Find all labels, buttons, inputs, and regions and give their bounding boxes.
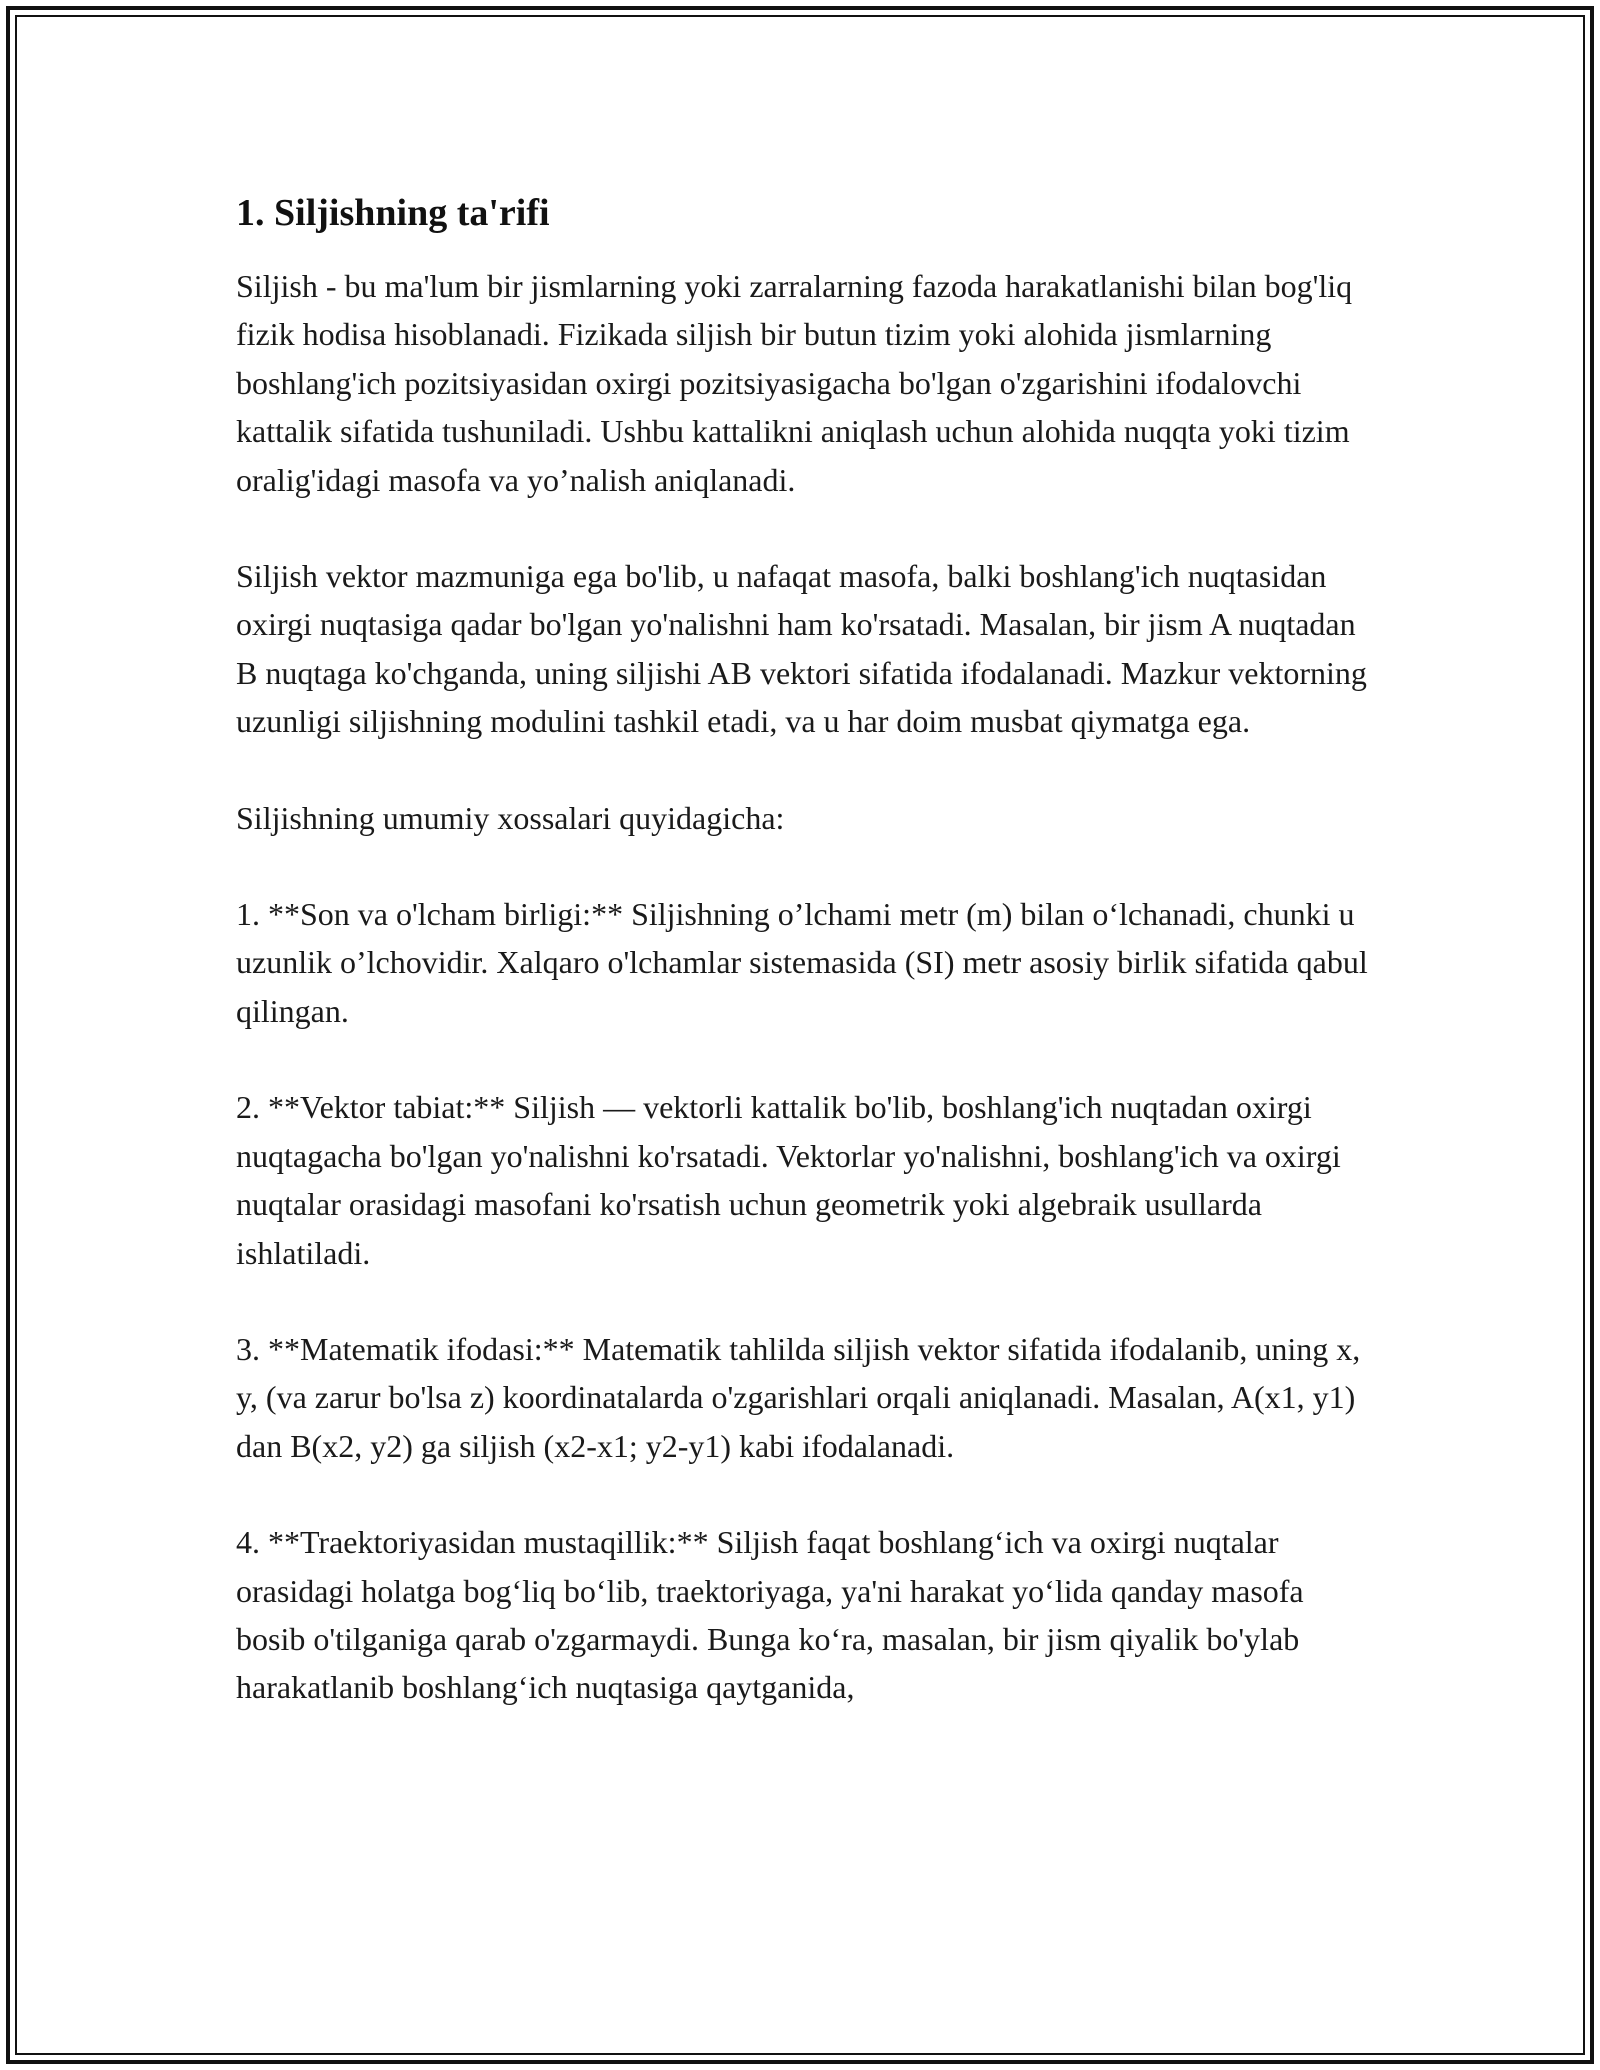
list-item-math-expression: 3. **Matematik ifodasi:** Matematik tahlilda siljish vektor sifatida ifodalanib, uning x, y, (va zarur bo'lsa z) koordinatalarda o'zgarishlari orqali aniqlanadi. Masalan, A(x1, y1) dan B(x2, y2) ga siljish (x2-x1; y2-y1) kabi ifodalanadi. <box>236 1330 1361 1464</box>
list-item-trajectory-independence: 4. **Traektoriyasidan mustaqillik:** Siljish faqat boshlang‘ich va oxirgi nuqtalar orasidagi holatga bog‘liq bo‘lib, traektoriyaga, ya'ni harakat yo‘lida qanday masofa bosib o'tilganiga qarab o'zgarmaydi. Bunga ko‘ra, masalan, bir jism qiyalik bo'ylab harakatlanib boshlang‘ich nuqtasiga qaytganida, <box>236 1524 1304 1706</box>
list-item-unit: 1. **Son va o'lcham birligi:** Siljishning o’lchami metr (m) bilan o‘lchanadi, chunki u uzunlik o’lchovidir. Xalqaro o'lchamlar sistemasida (SI) metr asosiy birlik sifatida qabul qilingan. <box>236 896 1368 1029</box>
list-item-vector-nature: 2. **Vektor tabiat:** Siljish — vektorli kattalik bo'lib, boshlang'ich nuqtadan oxirgi nuqtagacha bo'lgan yo'nalishni ko'rsatadi. Vektorlar yo'nalishni, boshlang'ich va oxirgi nuqtalar orasidagi masofani ko'rsatish uchun geometrik yoki algebraik usullarda ishlatiladi. <box>236 1089 1341 1271</box>
paragraph-vector-meaning: Siljish vektor mazmuniga ega bo'lib, u nafaqat masofa, balki boshlang'ich nuqtasidan oxirgi nuqtasiga qadar bo'lgan yo'nalishni ham ko'rsatadi. Masalan, bir jism A nuqtadan B nuqtaga ko'chganda, uning siljishi AB vektori sifatida ifodalanadi. Mazkur vektorning uzunligi siljishning modulini tashkil etadi, va u har doim musbat qiymatga ega. <box>236 558 1367 740</box>
paragraph-definition: Siljish - bu ma'lum bir jismlarning yoki zarralarning fazoda harakatlanishi bilan bog'liq fizik hodisa hisoblanadi. Fizikada siljish bir butun tizim yoki alohida jismlarning boshlang'ich pozitsiyasidan oxirgi pozitsiyasigacha bo'lgan o'zgarishini ifodalovchi kattalik sifatida tushuniladi. Ushbu kattalikni aniqlash uchun alohida nuqqta yoki tizim oralig'idagi masofa va yo’nalish aniqlanadi. <box>236 268 1353 498</box>
paragraph-properties-intro: Siljishning umumiy xossalari quyidagicha: <box>236 799 785 836</box>
document-body <box>236 186 1376 1760</box>
section-title: 1. Siljishning ta'rifi <box>236 192 550 234</box>
